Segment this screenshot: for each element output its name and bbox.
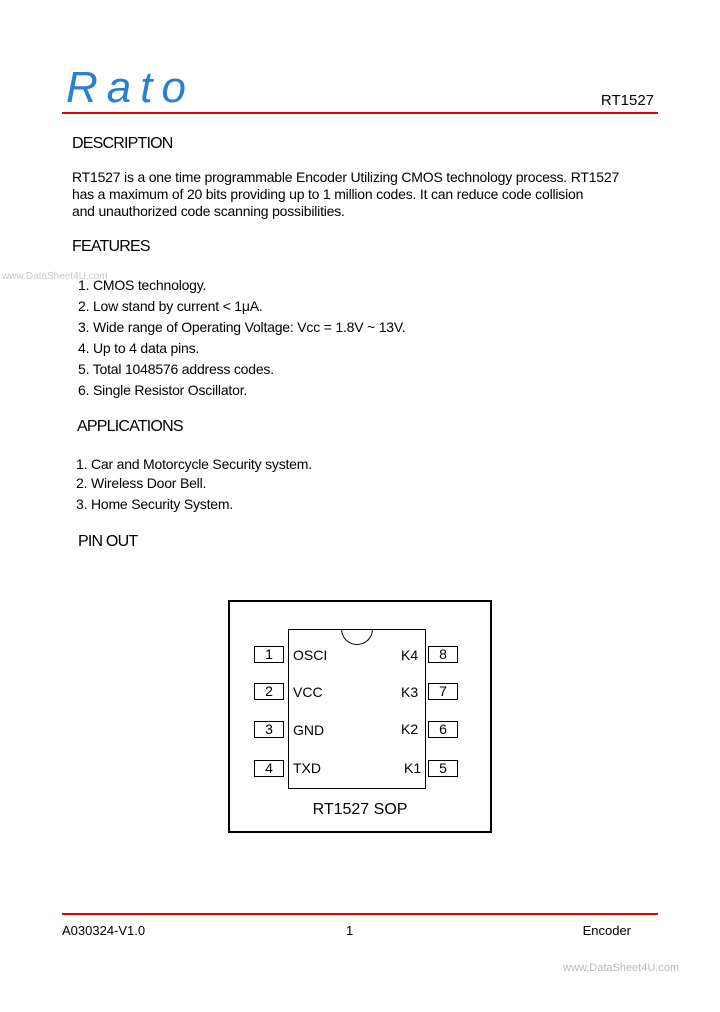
- pin-6-number: 6: [428, 721, 458, 738]
- pin-5-label: K1: [404, 760, 422, 776]
- feature-item: 4. Up to 4 data pins.: [78, 340, 200, 356]
- pin-7-number: 7: [428, 683, 458, 700]
- pin-8-number: 8: [428, 646, 458, 663]
- description-text: [72, 169, 662, 220]
- pin-4-number: 4: [254, 760, 284, 777]
- description-heading: DESCRIPTION: [72, 135, 173, 152]
- pin-3-label: GND: [293, 722, 325, 738]
- description-line: RT1527 is a one time programmable Encoder Utilizing CMOS technology process. RT1527: [72, 169, 620, 185]
- description-line: and unauthorized code scanning possibilities.: [72, 203, 345, 219]
- pin-2-label: VCC: [293, 684, 323, 700]
- applications-heading: APPLICATIONS: [77, 418, 183, 435]
- feature-item: 1. CMOS technology.: [78, 277, 207, 293]
- feature-item: 6. Single Resistor Oscillator.: [78, 382, 248, 398]
- feature-item: 2. Low stand by current < 1μA.: [78, 298, 263, 314]
- bottom-watermark: www.DataSheet4U.com: [563, 962, 680, 974]
- features-heading: FEATURES: [72, 238, 150, 255]
- feature-item: 5. Total 1048576 address codes.: [78, 361, 274, 377]
- footer-title: Encoder: [582, 923, 631, 938]
- pin-7-label: K3: [401, 684, 419, 700]
- header-rule: [62, 112, 658, 114]
- package-caption: RT1527 SOP: [312, 801, 408, 818]
- pin-4-label: TXD: [293, 760, 321, 776]
- application-item: 3. Home Security System.: [76, 496, 234, 512]
- description-line: has a maximum of 20 bits providing up to 1 million codes. It can reduce code collision: [72, 186, 584, 202]
- application-item: 2. Wireless Door Bell.: [76, 475, 207, 491]
- pin-1-label: OSCI: [293, 647, 328, 663]
- pin-3-number: 3: [254, 721, 284, 738]
- pinout-heading: PIN OUT: [78, 533, 138, 550]
- pin-1-number: 1: [254, 646, 284, 663]
- pin-6-label: K2: [401, 721, 419, 737]
- footer-rule: [62, 913, 658, 915]
- footer-version: A030324-V1.0: [62, 923, 146, 938]
- pin-5-number: 5: [428, 760, 458, 777]
- brand-logo: Rato: [66, 63, 195, 112]
- pin-8-label: K4: [401, 647, 419, 663]
- side-watermark: www.DataSheet4U.com: [2, 271, 108, 282]
- pin-2-number: 2: [254, 683, 284, 700]
- part-number: RT1527: [600, 92, 654, 109]
- application-item: 1. Car and Motorcycle Security system.: [76, 456, 312, 472]
- feature-item: 3. Wide range of Operating Voltage: Vcc = 1.8V ~ 13V.: [78, 319, 406, 335]
- footer-page-number: 1: [346, 923, 354, 938]
